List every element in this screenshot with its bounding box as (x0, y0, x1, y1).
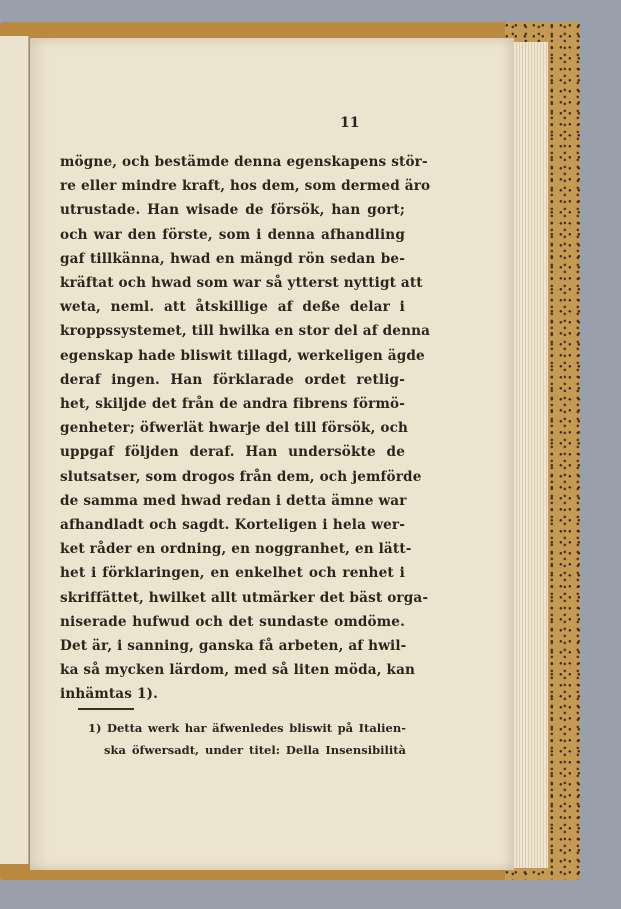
text-line: de samma med hwad redan i detta ämne war (60, 492, 407, 509)
text-line: gaf tillkänna, hwad en mängd rön sedan be- (60, 250, 405, 267)
text-line: deraf ingen. Han förklarade ordet retlig- (60, 371, 405, 388)
text-line: het, skiljde det från de andra fibrens förmö- (60, 396, 405, 413)
text-line: genheter; öfwerlät hwarje del till försök, och (60, 420, 409, 437)
text-line: Det är, i sanning, ganska få arbeten, af hwil- (60, 638, 407, 655)
text-line: afhandladt och sagdt. Korteligen i hela wer- (60, 517, 405, 534)
text-line: egenskap hade bliswit tillagd, werkeligen ägde (60, 347, 425, 364)
left-page-edge (0, 36, 29, 864)
text-line: och war den förste, som i denna afhandling (60, 226, 405, 243)
text-line: inhämtas 1). (60, 686, 159, 703)
text-line: skriffättet, hwilket allt utmärker det bäst orga- (60, 589, 429, 606)
text-line: utrustade. Han wisade de försök, han gort; (60, 202, 405, 219)
footnote-line: 1) Detta werk har äfwenledes bliswit på Italien- (88, 721, 406, 735)
footnote-divider (78, 708, 134, 710)
text-line: weta, neml. att åtskillige af deße delar i (60, 299, 405, 316)
text-line: kräftat och hwad som war så ytterst nyttigt att (60, 275, 423, 292)
text-line: ket råder en ordning, en noggranhet, en lätt- (60, 541, 412, 558)
text-line: mögne, och bestämde denna egenskapens stör- (60, 154, 428, 170)
text-line: ka så mycken lärdom, med så liten möda, kan (60, 662, 416, 679)
text-line: niserade hufwud och det sundaste omdöme. (60, 613, 405, 630)
text-line: kroppssystemet, till hwilka en stor del af denna (60, 323, 431, 340)
footnote-line: ska öfwersadt, under titel: Della Insensibilità (104, 743, 406, 757)
text-line: re eller mindre kraft, hos dem, som dermed äro (60, 178, 431, 195)
text-line: het i förklaringen, en enkelhet och renhet i (60, 565, 405, 582)
page-number: 11 (340, 115, 360, 131)
text-line: uppgaf följden deraf. Han undersökte de (60, 444, 405, 461)
text-line: slutsatser, som drogos från dem, och jemförde (60, 468, 422, 485)
page-stack-edges (508, 42, 548, 868)
body-text (60, 150, 431, 707)
footnote (88, 717, 406, 761)
